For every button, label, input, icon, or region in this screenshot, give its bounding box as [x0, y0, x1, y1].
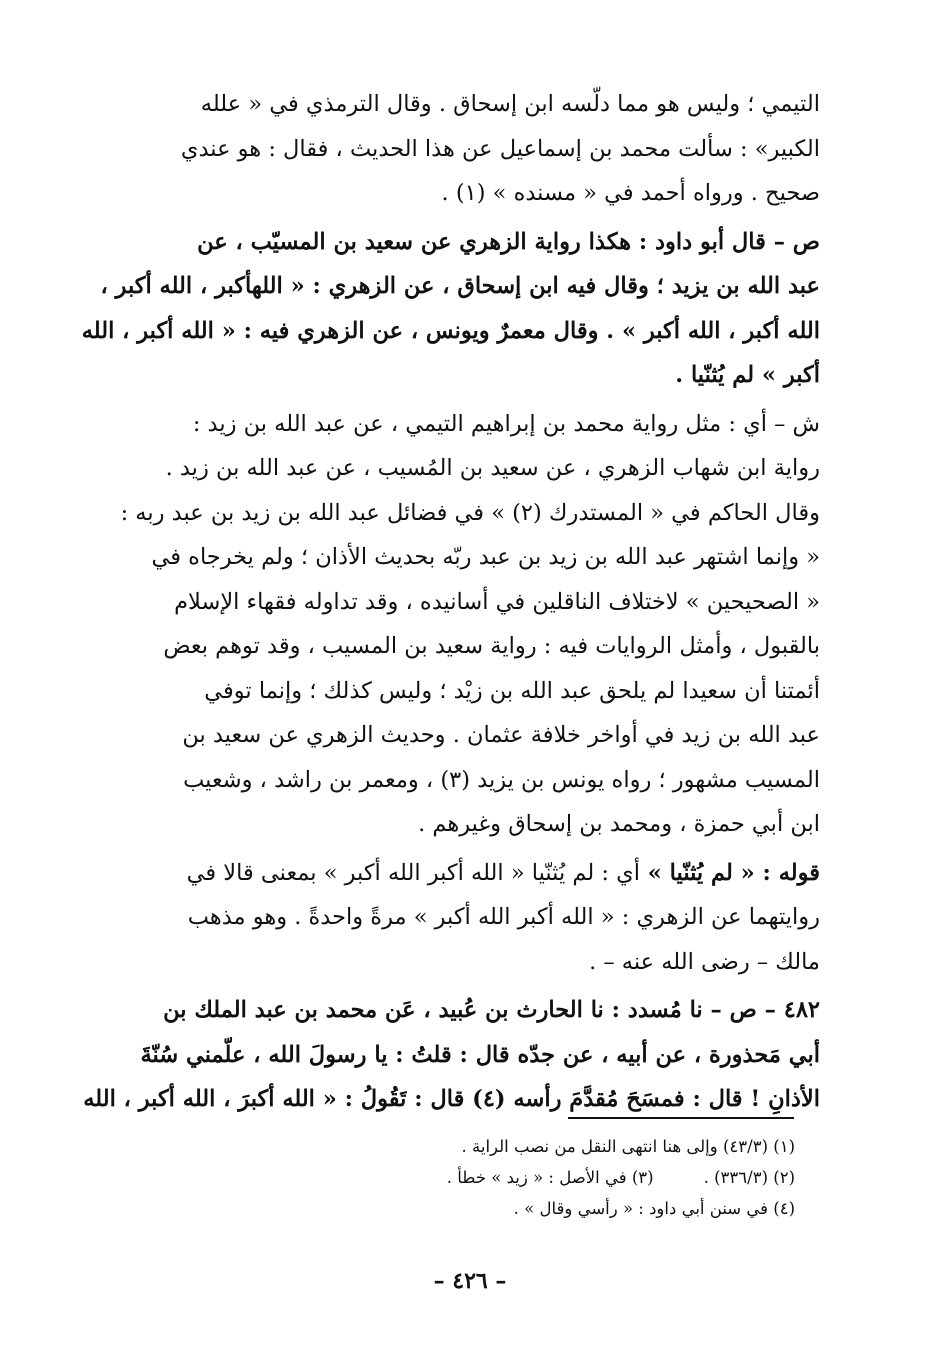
text-line: الأذانِ ! قال : فمسَحَ مُقدَّمَ رأسه (٤) قال : تَقُولُ : « الله أكبرَ ، الله أكبر ، الله [83, 1086, 820, 1112]
text-line: ص – قال أبو داود : هكذا رواية الزهري عن سعيد بن المسيّب ، عن [197, 228, 820, 255]
text-line: المسيب مشهور ؛ رواه يونس بن يزيد (٣) ، ومعمر بن راشد ، وشعيب [183, 766, 820, 793]
text-line: رواية ابن شهاب الزهري ، عن سعيد بن المُسيب ، عن عبد الله بن زيد . [165, 455, 820, 481]
footnote-separator [568, 1117, 794, 1119]
paragraph-commentary-continued [118, 82, 820, 216]
text-line: عبد الله بن يزيد ؛ وقال فيه ابن إسحاق ، عن الزهري : « اللهأكبر ، الله أكبر ، [100, 273, 820, 299]
text-run: أي : لم يُثنّيا « الله أكبر الله أكبر » بمعنى قالا في [186, 859, 640, 886]
footnote-4: (٤) في سنن أبي داود : « رأسي وقال » . [513, 1199, 795, 1218]
paragraph-sharh [118, 402, 820, 847]
text-line [118, 851, 820, 896]
text-line: ابن أبي حمزة ، ومحمد بن إسحاق وغيرهم . [418, 811, 820, 837]
text-line: التيمي ؛ وليس هو مما دلّسه ابن إسحاق . وقال الترمذي في « علله [200, 91, 820, 117]
text-line: أبي مَحذورة ، عن أبيه ، عن جدّه قال : قلتُ : يا رسولَ الله ، علّمني سُنّةَ [140, 1041, 820, 1068]
footnote-2: (٢) (٣٣٦/٣) . [703, 1168, 795, 1187]
text-line: وقال الحاكم في « المستدرك (٢) » في فضائل عبد الله بن زيد بن عبد ربه : [120, 499, 820, 526]
paragraph-hadith-482 [83, 988, 820, 1122]
text-line: ش – أي : مثل رواية محمد بن إبراهيم التيمي ، عن عبد الله بن زيد : [192, 410, 820, 437]
footnote-3: (٣) في الأصل : « زيد » خطأ . [446, 1168, 654, 1187]
footnote-row [140, 1162, 795, 1193]
text-line: روايتهما عن الزهري : « الله أكبر الله أكبر » مرةً واحدةً . وهو مذهب [187, 904, 820, 930]
text-line: « وإنما اشتهر عبد الله بن زيد بن عبد ربّه بحديث الأذان ؛ ولم يخرجاه في [151, 544, 820, 570]
text-line: أئمتنا أن سعيدا لم يلحق عبد الله بن زيْد ؛ وليس كذلك ؛ وإنما توفي [204, 677, 820, 704]
text-line: ٤٨٢ – ص – نا مُسدد : نا الحارث بن عُبيد ، عَن محمد بن عبد الملك بن [163, 997, 820, 1023]
lead-phrase: قوله : « لم يُثنّيا » [639, 859, 820, 886]
text-line: « الصحيحين » لاختلاف الناقلين في أسانيده ، وقد تداوله فقهاء الإسلام [174, 588, 820, 615]
text-line: الكبير» : سألت محمد بن إسماعيل عن هذا الحديث ، فقال : هو عندي [180, 135, 820, 162]
text-line: الله أكبر ، الله أكبر » . وقال معمرٌ ويونس ، عن الزهري فيه : « الله أكبر ، الله [81, 317, 820, 344]
footnote-1: (١) (٤٣/٣) وإلى هنا انتهى النقل من نصب الراية . [461, 1137, 795, 1156]
text-line: عبد الله بن زيد في أواخر خلافة عثمان . وحديث الزهري عن سعيد بن [182, 722, 820, 748]
footnotes [140, 1131, 795, 1224]
text-line: أكبر » لم يُثنّيا . [675, 362, 820, 388]
text-line: مالك – رضى الله عنه – . [589, 948, 820, 975]
main-text [81, 82, 820, 1126]
paragraph-qawluhu [118, 851, 820, 985]
page-number: – ٤٢٦ – [433, 1268, 507, 1294]
paragraph-abu-dawud-text [81, 220, 820, 398]
text-line: صحيح . ورواه أحمد في « مسنده » (١) . [441, 180, 820, 206]
text-line: بالقبول ، وأمثل الروايات فيه : رواية سعيد بن المسيب ، وقد توهم بعض [163, 633, 820, 659]
